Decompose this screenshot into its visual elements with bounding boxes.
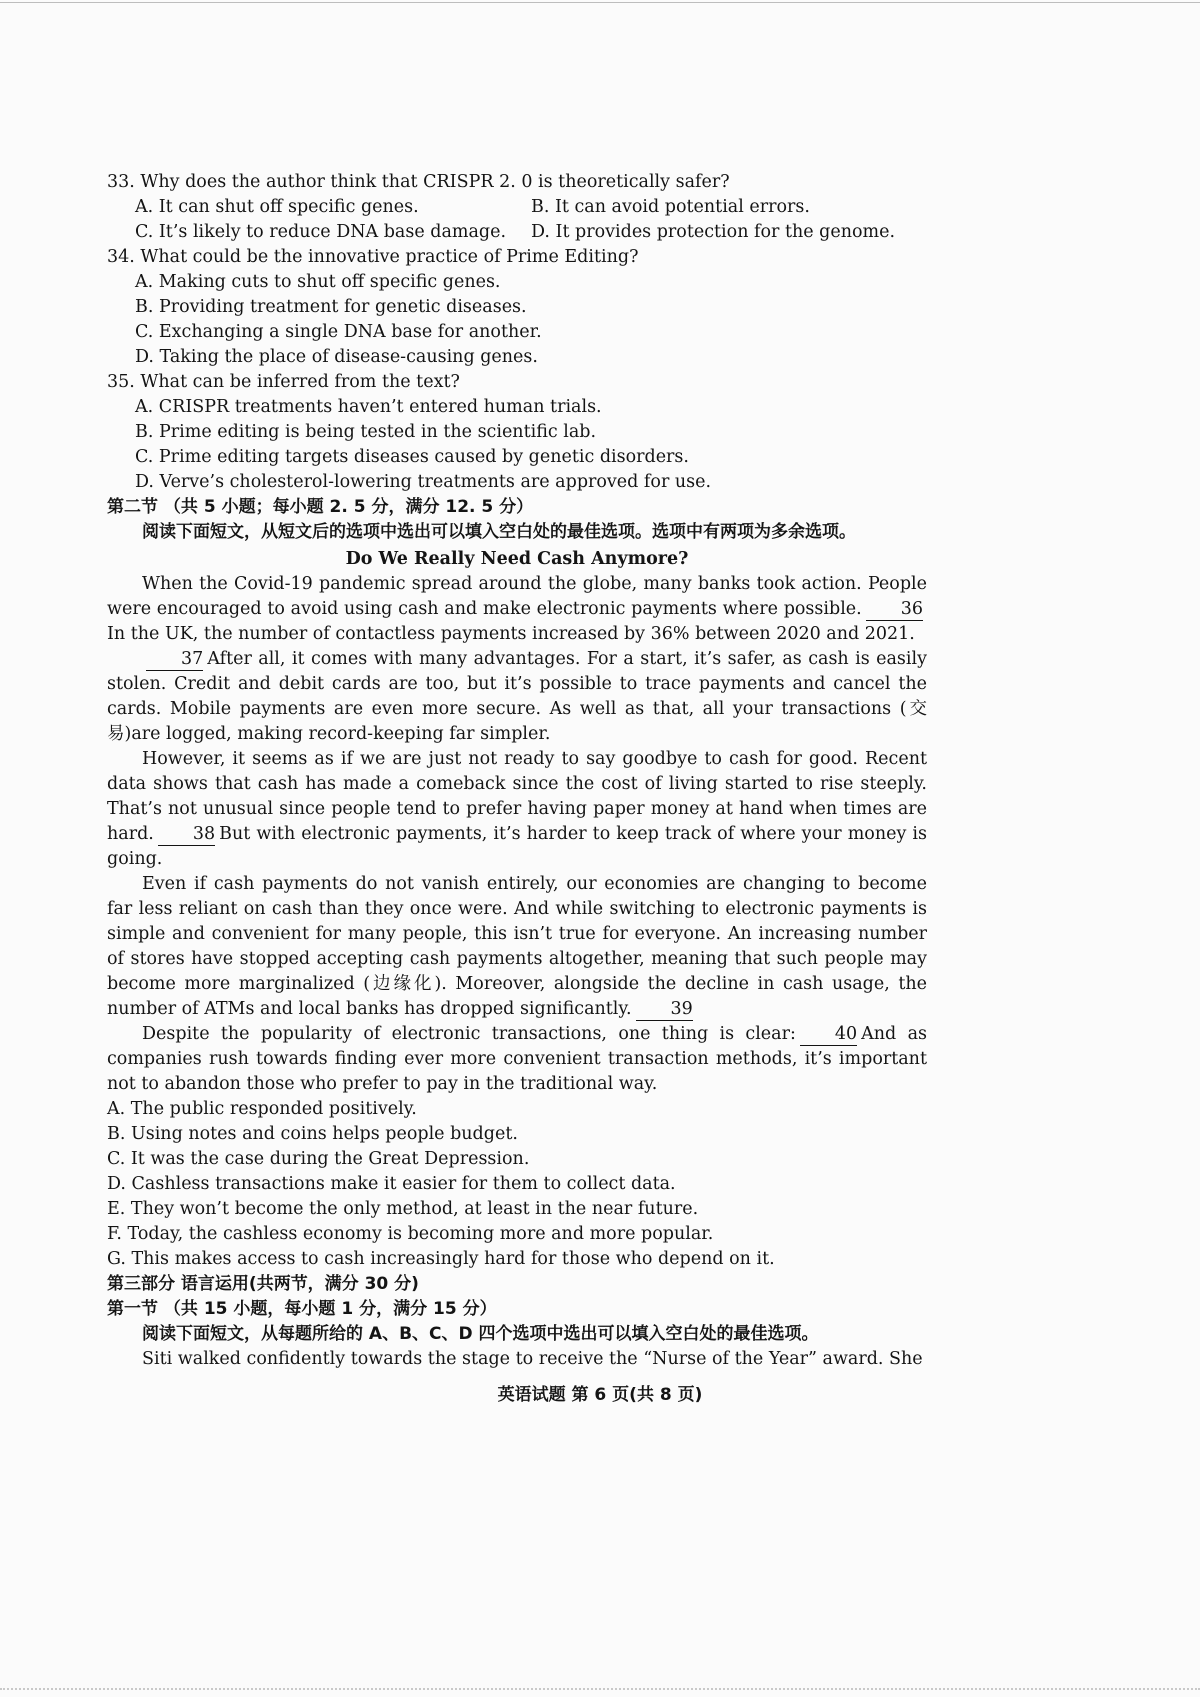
paragraph-1-text-a: When the Covid-19 pandemic spread around the globe, many banks took action. People were encouraged to avoid using cash and make electronic payments where possible. [107, 574, 927, 619]
part-3-heading: 第三部分 语言运用(共两节，满分 30 分) [107, 1274, 419, 1294]
question-34-option-d: D. Taking the place of disease-causing genes. [135, 347, 538, 367]
passage-paragraph-5 [107, 1022, 927, 1097]
passage-paragraph-3 [107, 747, 927, 872]
part-3-section-1-heading: 第一节 （共 15 小题，每小题 1 分，满分 15 分） [107, 1299, 497, 1319]
choice-a: A. The public responded positively. [107, 1099, 417, 1119]
choice-d: D. Cashless transactions make it easier for them to collect data. [107, 1174, 676, 1194]
paragraph-3-text-a: However, it seems as if we are just not ready to say goodbye to cash for good. Recent data shows that cash has made a comeback since the cost of living started to rise steeply. That’s not unusual since people tend to prefer having paper money at hand when times are hard. [107, 749, 927, 844]
question-34-option-c: C. Exchanging a single DNA base for another. [135, 322, 542, 342]
question-34-option-a: A. Making cuts to shut off specific genes. [135, 272, 501, 292]
blank-40: 40 [800, 1024, 857, 1046]
choice-b: B. Using notes and coins helps people budget. [107, 1124, 518, 1144]
cloze-first-line: Siti walked confidently towards the stage to receive the “Nurse of the Year” award. She [142, 1349, 923, 1369]
question-33-option-d: D. It provides protection for the genome. [531, 222, 896, 242]
blank-37: 37 [146, 649, 203, 671]
question-33-option-a: A. It can shut off specific genes. [135, 197, 419, 217]
passage-title: Do We Really Need Cash Anymore? [345, 549, 689, 569]
paragraph-4-text: Even if cash payments do not vanish entirely, our economies are changing to become far less reliant on cash than they once were. And while switching to electronic payments is simple and convenient for many people, this isn’t true for everyone. An increasing number of stores have stopped accepting cash payments altogether, meaning that such people may become more marginalized (边缘化). Moreover, alongside the decline in cash usage, the number of ATMs and local banks has dropped significantly. [107, 874, 927, 1019]
passage-paragraph-1 [107, 572, 927, 647]
question-35-option-b: B. Prime editing is being tested in the scientific lab. [135, 422, 597, 442]
section-2-instruction: 阅读下面短文，从短文后的选项中选出可以填入空白处的最佳选项。选项中有两项为多余选项。 [142, 522, 856, 542]
paragraph-5-text-b: And as companies rush towards finding ever more convenient transaction methods, it’s important not to abandon those who prefer to pay in the traditional way. [107, 1024, 927, 1094]
blank-38: 38 [158, 824, 215, 846]
page-bottom-border [0, 1688, 1200, 1690]
page-top-border [0, 2, 1200, 3]
choice-c: C. It was the case during the Great Depression. [107, 1149, 530, 1169]
blank-39: 39 [636, 999, 693, 1021]
paragraph-3-text-b: But with electronic payments, it’s harder to keep track of where your money is going. [107, 824, 927, 869]
question-35-option-d: D. Verve’s cholesterol-lowering treatments are approved for use. [135, 472, 712, 492]
choice-e: E. They won’t become the only method, at least in the near future. [107, 1199, 699, 1219]
paragraph-1-text-b: In the UK, the number of contactless payments increased by 36% between 2020 and 2021. [107, 624, 915, 644]
question-33-options-row-1 [135, 195, 927, 220]
paragraph-5-text-a: Despite the popularity of electronic transactions, one thing is clear: [142, 1024, 796, 1044]
question-35-stem: 35. What can be inferred from the text? [107, 372, 460, 392]
page-footer: 英语试题 第 6 页(共 8 页) [497, 1385, 703, 1405]
section-2-heading: 第二节 （共 5 小题；每小题 2. 5 分，满分 12. 5 分） [107, 497, 534, 517]
paragraph-2-text: After all, it comes with many advantages. For a start, it’s safer, as cash is easily stolen. Credit and debit cards are too, but it’s possible to trace payments and cancel the cards. Mobile payments are even more secure. As well as that, all your transactions (交易)are logged, making record-keeping far simpler. [107, 649, 927, 744]
passage-paragraph-4 [107, 872, 927, 1022]
question-33-option-b: B. It can avoid potential errors. [531, 197, 810, 217]
blank-36: 36 [866, 599, 923, 621]
question-34-stem: 34. What could be the innovative practice of Prime Editing? [107, 247, 639, 267]
question-33-option-c: C. It’s likely to reduce DNA base damage. [135, 222, 507, 242]
part-3-instruction: 阅读下面短文，从每题所给的 A、B、C、D 四个选项中选出可以填入空白处的最佳选项。 [142, 1324, 819, 1344]
choice-g: G. This makes access to cash increasingly hard for those who depend on it. [107, 1249, 775, 1269]
question-33-options-row-2 [135, 220, 927, 245]
choice-f: F. Today, the cashless economy is becoming more and more popular. [107, 1224, 714, 1244]
question-33-stem: 33. Why does the author think that CRISPR 2. 0 is theoretically safer? [107, 172, 730, 192]
passage-paragraph-2 [107, 647, 927, 747]
question-34-option-b: B. Providing treatment for genetic diseases. [135, 297, 527, 317]
exam-content [107, 170, 927, 1372]
question-35-option-c: C. Prime editing targets diseases caused by genetic disorders. [135, 447, 689, 467]
question-35-option-a: A. CRISPR treatments haven’t entered human trials. [135, 397, 602, 417]
